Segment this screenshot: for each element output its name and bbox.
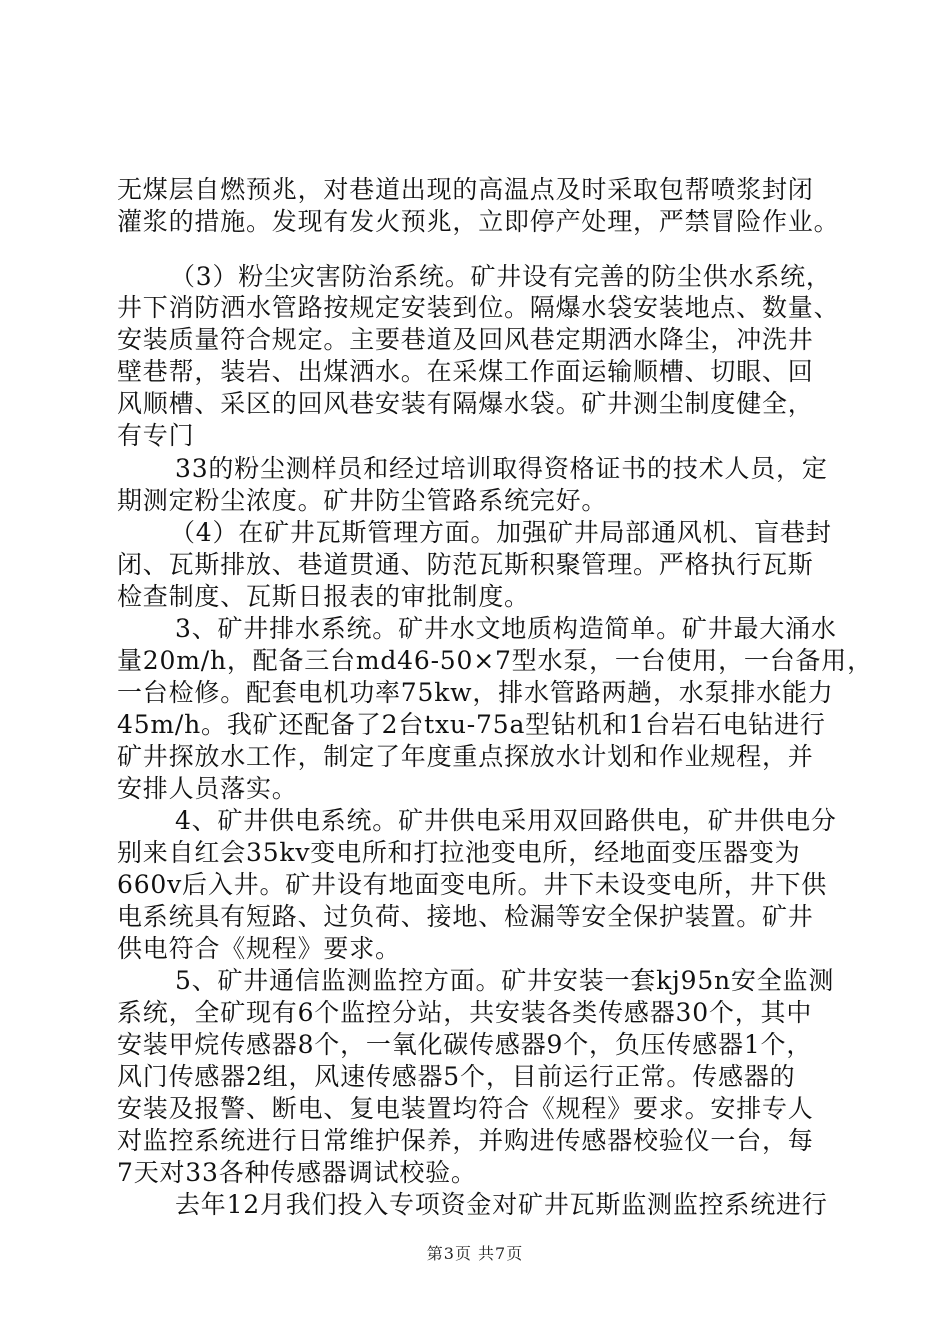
text-line: 风顺槽、采区的回风巷安装有隔爆水袋。矿井测尘制度健全，: [117, 389, 814, 418]
paragraph-start-line: 4、矿井供电系统。矿井供电采用双回路供电，矿井供电分: [175, 806, 837, 835]
text-line: 电系统具有短路、过负荷、接地、检漏等安全保护装置。矿井: [117, 902, 814, 931]
text-line: 安装质量符合规定。主要巷道及回风巷定期洒水降尘，冲洗井: [117, 325, 814, 354]
text-line: 45m/h。我矿还配备了2台txu-75a型钻机和1台岩石电钻进行: [117, 710, 826, 739]
paragraph-start-line: （4）在矿井瓦斯管理方面。加强矿井局部通风机、盲巷封: [170, 518, 832, 547]
text-line: 量20m/h，配备三台md46-50×7型水泵，一台使用，一台备用，: [117, 646, 873, 675]
page-number-footer: 第3页 共7页: [426, 1244, 524, 1263]
text-line: 井下消防洒水管路按规定安装到位。隔爆水袋安装地点、数量、: [117, 293, 840, 322]
text-line: 供电符合《规程》要求。: [117, 934, 401, 963]
text-line: 一台检修。配套电机功率75kw，排水管路两趟，水泵排水能力: [117, 678, 834, 707]
text-line: 对监控系统进行日常维护保养，并购进传感器校验仪一台，每: [117, 1126, 814, 1155]
text-line: 安装甲烷传感器8个，一氧化碳传感器9个，负压传感器1个，: [117, 1030, 813, 1059]
text-line: 660v后入井。矿井设有地面变电所。井下未设变电所，井下供: [117, 870, 828, 899]
text-line: 壁巷帮，装岩、出煤洒水。在采煤工作面运输顺槽、切眼、回: [117, 357, 814, 386]
text-line: 期测定粉尘浓度。矿井防尘管路系统完好。: [117, 486, 608, 515]
paragraph-start-line: 33的粉尘测样员和经过培训取得资格证书的技术人员，定: [175, 454, 828, 483]
text-line: 有专门: [117, 421, 195, 450]
paragraph-start-line: 3、矿井排水系统。矿井水文地质构造简单。矿井最大涌水: [175, 614, 837, 643]
text-line: 安排人员落实。: [117, 774, 298, 803]
text-line: 无煤层自燃预兆，对巷道出现的高温点及时采取包帮喷浆封闭: [117, 175, 814, 204]
paragraph-start-line: 去年12月我们投入专项资金对矿井瓦斯监测监控系统进行: [175, 1190, 828, 1219]
text-line: 7天对33各种传感器调试校验。: [117, 1158, 477, 1187]
paragraph-start-line: 5、矿井通信监测监控方面。矿井安装一套kj95n安全监测: [175, 966, 835, 995]
text-line: 闭、瓦斯排放、巷道贯通、防范瓦斯积聚管理。严格执行瓦斯: [117, 550, 814, 579]
text-line: 检查制度、瓦斯日报表的审批制度。: [117, 582, 530, 611]
text-line: 别来自红会35kv变电所和打拉池变电所，经地面变压器变为: [117, 838, 801, 867]
text-line: 安装及报警、断电、复电装置均符合《规程》要求。安排专人: [117, 1094, 814, 1123]
text-line: 灌浆的措施。发现有发火预兆，立即停产处理，严禁冒险作业。: [117, 207, 840, 236]
paragraph-start-line: （3）粉尘灾害防治系统。矿井设有完善的防尘供水系统，: [170, 262, 832, 291]
text-line: 风门传感器2组，风速传感器5个，目前运行正常。传感器的: [117, 1062, 796, 1091]
text-line: 系统，全矿现有6个监控分站，共安装各类传感器30个，其中: [117, 998, 813, 1027]
text-line: 矿井探放水工作，制定了年度重点探放水计划和作业规程，并: [117, 742, 814, 771]
